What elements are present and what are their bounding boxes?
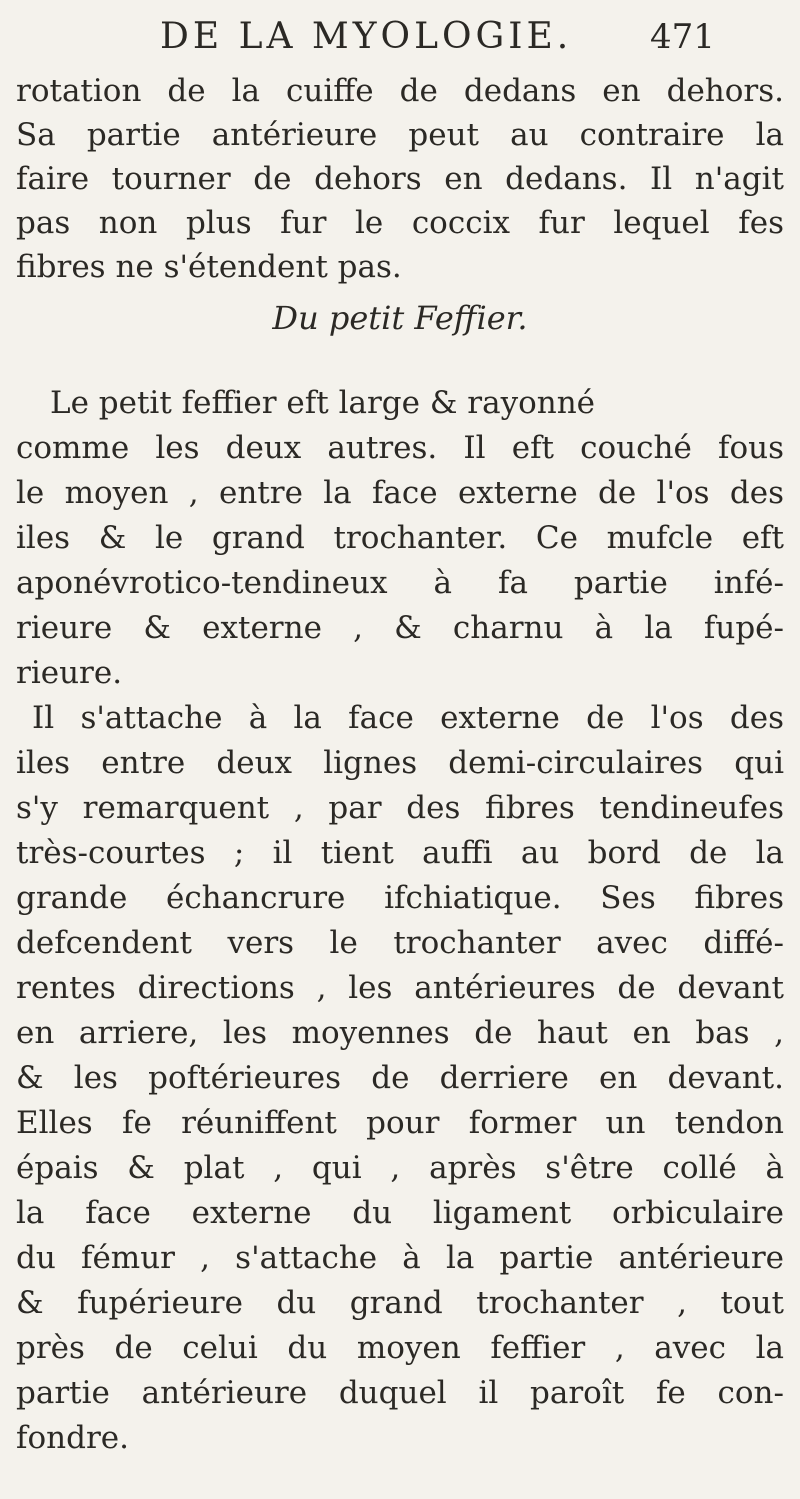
- text-line: la face externe du ligament orbiculaire: [16, 1195, 784, 1231]
- text-line: defcendent vers le trochanter avec diffé-: [16, 925, 784, 961]
- text-line: & les poftérieures de derriere en devant.: [16, 1060, 784, 1096]
- text-line: fondre.: [16, 1420, 129, 1456]
- text-line: fibres ne s'étendent pas.: [16, 249, 402, 285]
- text-line: du fémur , s'attache à la partie antérieure: [16, 1240, 784, 1276]
- text-line: iles entre deux lignes demi-circulaires qui: [16, 745, 784, 781]
- text-line: Il s'attache à la face externe de l'os des: [32, 700, 784, 736]
- text-line: Elles fe réuniffent pour former un tendon: [16, 1105, 784, 1141]
- text-line: rieure.: [16, 655, 123, 691]
- text-line: rieure & externe , & charnu à la fupé-: [16, 610, 784, 646]
- text-line: faire tourner de dehors en dedans. Il n'agit: [16, 161, 784, 197]
- text-line: rotation de la cuiffe de dedans en dehors.: [16, 73, 784, 109]
- text-line: Sa partie antérieure peut au contraire la: [16, 117, 784, 153]
- text-line: très-courtes ; il tient auffi au bord de la: [16, 835, 784, 871]
- text-line: comme les deux autres. Il eft couché fous: [16, 430, 784, 466]
- page-header: [0, 14, 800, 60]
- section-heading: Du petit Feffier.: [272, 299, 528, 337]
- text-line: aponévrotico-tendineux à fa partie infé-: [16, 565, 784, 601]
- text-line: épais & plat , qui , après s'être collé à: [16, 1150, 784, 1186]
- page-number: 471: [650, 17, 715, 57]
- text-line: en arriere, les moyennes de haut en bas ,: [16, 1015, 784, 1051]
- text-line: près de celui du moyen feffier , avec la: [16, 1330, 784, 1366]
- text-line: & fupérieure du grand trochanter , tout: [16, 1285, 784, 1321]
- text-line: s'y remarquent , par des fibres tendineufes: [16, 790, 784, 826]
- text-line: iles & le grand trochanter. Ce mufcle eft: [16, 520, 784, 556]
- text-line: le moyen , entre la face externe de l'os des: [16, 475, 784, 511]
- text-line: Le petit feffier eft large & rayonné: [50, 385, 596, 421]
- running-head: DE LA MYOLOGIE.: [160, 16, 573, 57]
- text-line: grande échancrure ifchiatique. Ses fibres: [16, 880, 784, 916]
- text-line: partie antérieure duquel il paroît fe con-: [16, 1375, 784, 1411]
- text-line: pas non plus fur le coccix fur lequel fes: [16, 205, 784, 241]
- text-line: rentes directions , les antérieures de devant: [16, 970, 784, 1006]
